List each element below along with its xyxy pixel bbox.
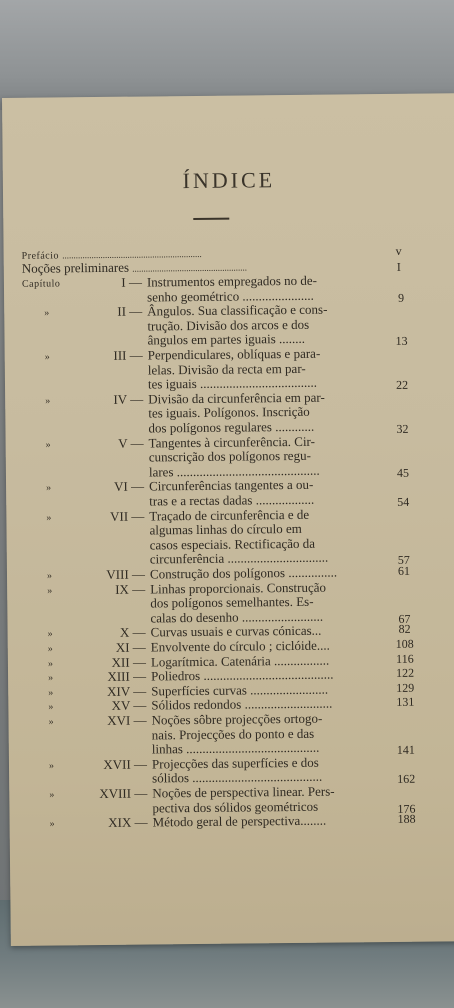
ditto-mark: » [48, 672, 54, 684]
chapter-number: VIII — [106, 566, 146, 582]
chapter-number: XVII — [103, 756, 148, 772]
ditto-mark: » [47, 628, 53, 640]
chapter-page-number: 9 [398, 290, 405, 305]
chapter-page-number: 82 [398, 622, 411, 637]
chapter-number: XIV — [107, 683, 147, 699]
chapter-title-line: Perpendiculares, oblíquas e para- [147, 345, 321, 363]
chapter-number: V — [118, 435, 144, 451]
chapter-title-line: calas do desenho ......................... [150, 608, 324, 626]
ditto-mark: » [48, 716, 54, 728]
ditto-mark: » [44, 307, 50, 319]
chapter-title-line: lares ............................................ [148, 462, 320, 480]
ditto-mark: » [47, 585, 53, 597]
chapter-number: VII — [110, 508, 145, 524]
chapter-number: X — [119, 624, 146, 641]
ditto-mark: » [45, 439, 51, 451]
chapter-title-line: dos polígonos regulares ............ [148, 418, 315, 436]
chapter-title-line: nais. Projecções do ponto e das [151, 725, 315, 743]
ditto-mark: » [48, 701, 54, 713]
chapter-title-line: Superfícies curvas ........................ [151, 681, 329, 699]
chapter-number: II — [117, 303, 143, 319]
front-label: Noções preliminares [21, 259, 130, 276]
front-dots: .............................................................. [62, 248, 202, 261]
ditto-mark: » [45, 395, 51, 407]
chapter-page-number: 122 [395, 665, 415, 681]
chapter-page-number: 32 [396, 421, 409, 436]
chapter-title-line: Curvas usuais e curvas cónicas... [150, 623, 322, 640]
chapter-number: VI — [114, 478, 145, 495]
front-page-notions: I [396, 259, 401, 274]
chapter-title-line: tes iguais .................................... [147, 374, 318, 392]
chapter-title-line: Poliedros ........................................ [150, 666, 334, 684]
ditto-mark: » [49, 789, 55, 801]
chapter-title-line: cunscrição dos polígonos regu- [148, 447, 311, 465]
chapter-number: III — [113, 347, 143, 363]
chapter-page-number: 13 [395, 334, 408, 349]
chapter-title-line: Ângulos. Sua classificação e cons- [147, 301, 328, 319]
chapter-title-line: pectiva dos sólidos geométricos [152, 798, 319, 816]
chapter-title-line: tes iguais. Polígonos. Inscrição [148, 404, 310, 421]
chapter-page-number: 141 [396, 742, 415, 758]
chapter-title-line: Noções sôbre projecções ortogo- [151, 710, 323, 728]
ditto-mark: » [47, 658, 53, 670]
book-page [2, 93, 454, 946]
chapter-title-line: Logarítmica. Catenária ................. [150, 652, 330, 670]
chapter-title-line: Método geral de perspectiva........ [152, 812, 327, 830]
chapter-title-line: tras e a rectas dadas .................. [149, 491, 315, 509]
chapter-page-number: 131 [396, 695, 415, 710]
chapter-title-line: Construção dos polígonos ............... [149, 564, 338, 582]
chapter-number: XIII — [107, 668, 147, 685]
chapter-title-line: ângulos em partes iguais ........ [147, 331, 306, 348]
chapter-page-number: 54 [397, 494, 410, 509]
front-label: Prefácio [21, 250, 60, 262]
chapter-title-line: Tangentes à circunferência. Cir- [148, 433, 315, 451]
chapter-title-line: trução. Divisão dos arcos e dos [147, 316, 310, 334]
chapter-page-number: 129 [396, 680, 415, 695]
chapter-title-line: algumas linhas do círculo em [149, 521, 302, 538]
chapter-page-number: 176 [397, 801, 416, 816]
chapter-title-line: sólidos ........................................ [152, 769, 323, 786]
ditto-mark: » [44, 351, 50, 363]
ditto-mark: » [48, 760, 55, 772]
chapter-title-line: Sólidos redondos ........................... [151, 695, 333, 713]
chapter-title-line: Divisão da circunferência em par- [148, 389, 325, 407]
chapter-page-number: 162 [397, 772, 416, 787]
chapter-title-line: casos especiais. Rectificação da [149, 535, 316, 553]
chapter-page-number: 116 [396, 651, 414, 666]
chapter-page-number: 108 [395, 636, 414, 651]
chapter-number: XVIII — [99, 785, 148, 802]
chapter-number: I — [121, 274, 143, 290]
index-heading: ÍNDICE [182, 167, 276, 194]
front-entry-chapter [22, 275, 61, 291]
chapter-number: XV — [111, 697, 147, 714]
chapter-page-number: 22 [395, 377, 409, 393]
ditto-mark: » [47, 643, 53, 655]
chapter-page-number: 188 [397, 811, 416, 827]
chapter-title-line: Circunferências tangentes a ou- [148, 477, 314, 494]
chapter-title-line: Projecções das superfícies e dos [151, 754, 319, 772]
ditto-mark: » [46, 482, 52, 494]
ditto-mark: » [46, 570, 53, 582]
front-page-preface: v [395, 243, 402, 258]
chapter-number: IX — [115, 581, 146, 597]
chapter-number: XI — [115, 639, 146, 655]
chapter-title-line: Traçado de circunferência e de [149, 506, 310, 524]
chapter-title-line: dos polígonos semelhantes. Es- [150, 593, 314, 611]
chapter-title-line: Noções de perspectiva linear. Pers- [152, 783, 335, 801]
chapter-title-line: lelas. Divisão da recta em par- [147, 360, 306, 378]
chapter-title-line: Instrumentos empregados no de- [146, 272, 318, 290]
chapter-title-line: Envolvente do círculo ; ciclóide.... [150, 637, 330, 655]
chapter-page-number: 67 [398, 611, 411, 626]
ditto-mark: » [46, 512, 52, 524]
chapter-page-number: 57 [397, 553, 410, 568]
chapter-number: XIX — [108, 814, 148, 831]
chapter-header-label: Capítulo [21, 278, 61, 290]
chapter-page-number: 45 [396, 465, 410, 480]
chapter-number: XVI — [107, 712, 147, 728]
front-dots: ................................................... [132, 262, 248, 274]
chapter-title-line: senho geométrico ...................... [147, 287, 314, 305]
ditto-mark: » [48, 687, 54, 699]
chapter-number: IV — [113, 391, 144, 407]
chapter-page-number: 61 [397, 563, 411, 578]
chapter-title-line: linhas ......................................... [151, 739, 320, 757]
heading-rule [193, 218, 229, 220]
chapter-title-line: Linhas proporcionais. Construção [150, 579, 327, 597]
ditto-mark: » [49, 818, 55, 830]
chapter-title-line: circunferência ............................... [149, 550, 329, 567]
chapter-number: XII — [111, 654, 146, 670]
